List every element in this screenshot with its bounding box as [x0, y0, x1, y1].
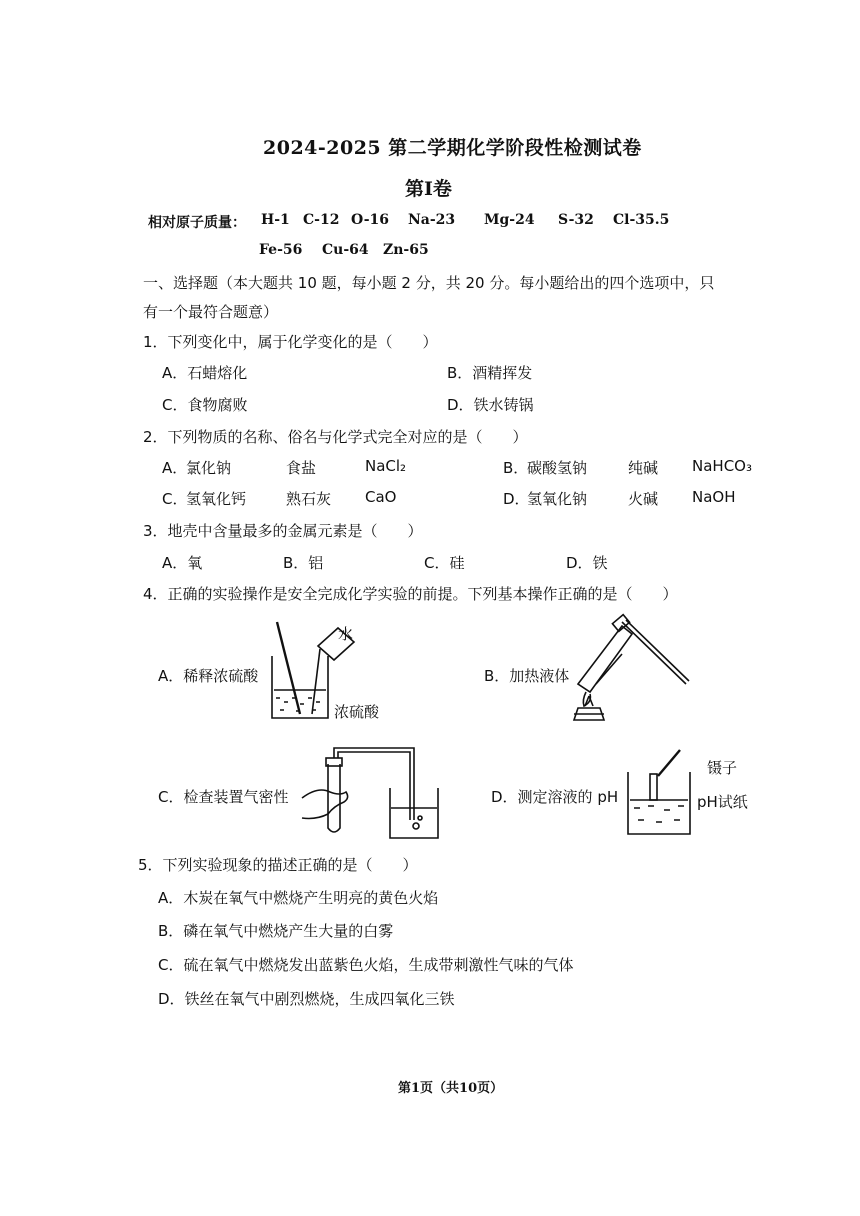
q3-option-b: B．铝 — [283, 554, 324, 572]
q2-stem: 2．下列物质的名称、俗名与化学式完全对应的是（ ） — [143, 428, 528, 446]
volume-title: 第Ⅰ卷 — [405, 178, 452, 200]
q4-option-c: C．检查装置气密性 — [158, 788, 289, 806]
q2-c-name: 氢氧化钙 — [186, 490, 247, 508]
q5-option-a: A．木炭在氧气中燃烧产生明亮的黄色火焰 — [158, 889, 439, 907]
label-ph-paper: pH试纸 — [697, 793, 748, 811]
q2-d-name: 氢氧化钠 — [527, 490, 588, 508]
q4-stem: 4．正确的实验操作是安全完成化学实验的前提。下列基本操作正确的是（ ） — [143, 585, 678, 603]
mass-h: H-1 — [261, 212, 290, 228]
figure-measure-ph — [624, 748, 694, 838]
q5-option-b: B．磷在氧气中燃烧产生大量的白雾 — [158, 922, 394, 940]
q1-option-c: C．食物腐败 — [162, 396, 248, 414]
mass-c: C-12 — [303, 212, 340, 228]
q2-d-common: 火碱 — [628, 490, 659, 508]
figure-heat-liquid — [560, 612, 695, 734]
atomic-masses-label: 相对原子质量： — [148, 215, 246, 231]
mass-s: S-32 — [558, 212, 594, 228]
q4-option-d: D．测定溶液的 pH — [491, 788, 619, 806]
mass-na: Na-23 — [408, 212, 456, 228]
q2-b-common: 纯碱 — [628, 459, 659, 477]
mass-o: O-16 — [351, 212, 390, 228]
q2-c-common: 熟石灰 — [286, 490, 332, 508]
q5-option-d: D．铁丝在氧气中剧烈燃烧，生成四氧化三铁 — [158, 990, 455, 1008]
q1-option-a: A．石蜡熔化 — [162, 364, 248, 382]
mass-cu: Cu-64 — [322, 242, 369, 258]
q3-option-d: D．铁 — [566, 554, 608, 572]
q3-option-c: C．硅 — [424, 554, 465, 572]
q1-stem: 1．下列变化中，属于化学变化的是（ ） — [143, 333, 438, 351]
q4-option-b: B．加热液体 — [484, 667, 570, 685]
mass-fe: Fe-56 — [259, 242, 303, 258]
section-heading-line1: 一、选择题（本大题共 10 题，每小题 2 分，共 20 分。每小题给出的四个选项中，只 — [143, 274, 715, 292]
figure-airtightness — [298, 742, 446, 842]
q3-stem: 3．地壳中含量最多的金属元素是（ ） — [143, 522, 423, 540]
q2-a-letter: A． — [162, 459, 188, 477]
q2-a-formula: NaCl₂ — [365, 457, 407, 475]
mass-zn: Zn-65 — [383, 242, 429, 258]
section-heading-line2: 有一个最符合题意） — [143, 303, 279, 321]
q5-option-c: C．硫在氧气中燃烧发出蓝紫色火焰，生成带刺激性气味的气体 — [158, 956, 574, 974]
q2-b-name: 碳酸氢钠 — [527, 459, 588, 477]
mass-mg: Mg-24 — [484, 212, 535, 228]
q4-option-a: A．稀释浓硫酸 — [158, 667, 259, 685]
q1-option-b: B．酒精挥发 — [447, 364, 533, 382]
q2-c-formula: CaO — [365, 488, 397, 506]
page-footer: 第1页（共10页） — [398, 1081, 504, 1096]
q2-a-common: 食盐 — [286, 459, 317, 477]
q1-option-d: D．铁水铸锅 — [447, 396, 534, 414]
q2-b-letter: B． — [503, 459, 529, 477]
mass-cl: Cl-35.5 — [613, 212, 670, 228]
label-tweezers: 镊子 — [707, 759, 738, 777]
q2-c-letter: C． — [162, 490, 188, 508]
q5-stem: 5．下列实验现象的描述正确的是（ ） — [138, 856, 418, 874]
label-conc-acid: 浓硫酸 — [334, 703, 380, 721]
q3-option-a: A．氧 — [162, 554, 203, 572]
q2-a-name: 氯化钠 — [186, 459, 232, 477]
q2-d-formula: NaOH — [692, 488, 736, 506]
label-water: 水 — [338, 625, 354, 643]
q2-d-letter: D． — [503, 490, 530, 508]
exam-title: 2024-2025 第二学期化学阶段性检测试卷 — [263, 137, 642, 159]
q2-b-formula: NaHCO₃ — [692, 457, 752, 475]
